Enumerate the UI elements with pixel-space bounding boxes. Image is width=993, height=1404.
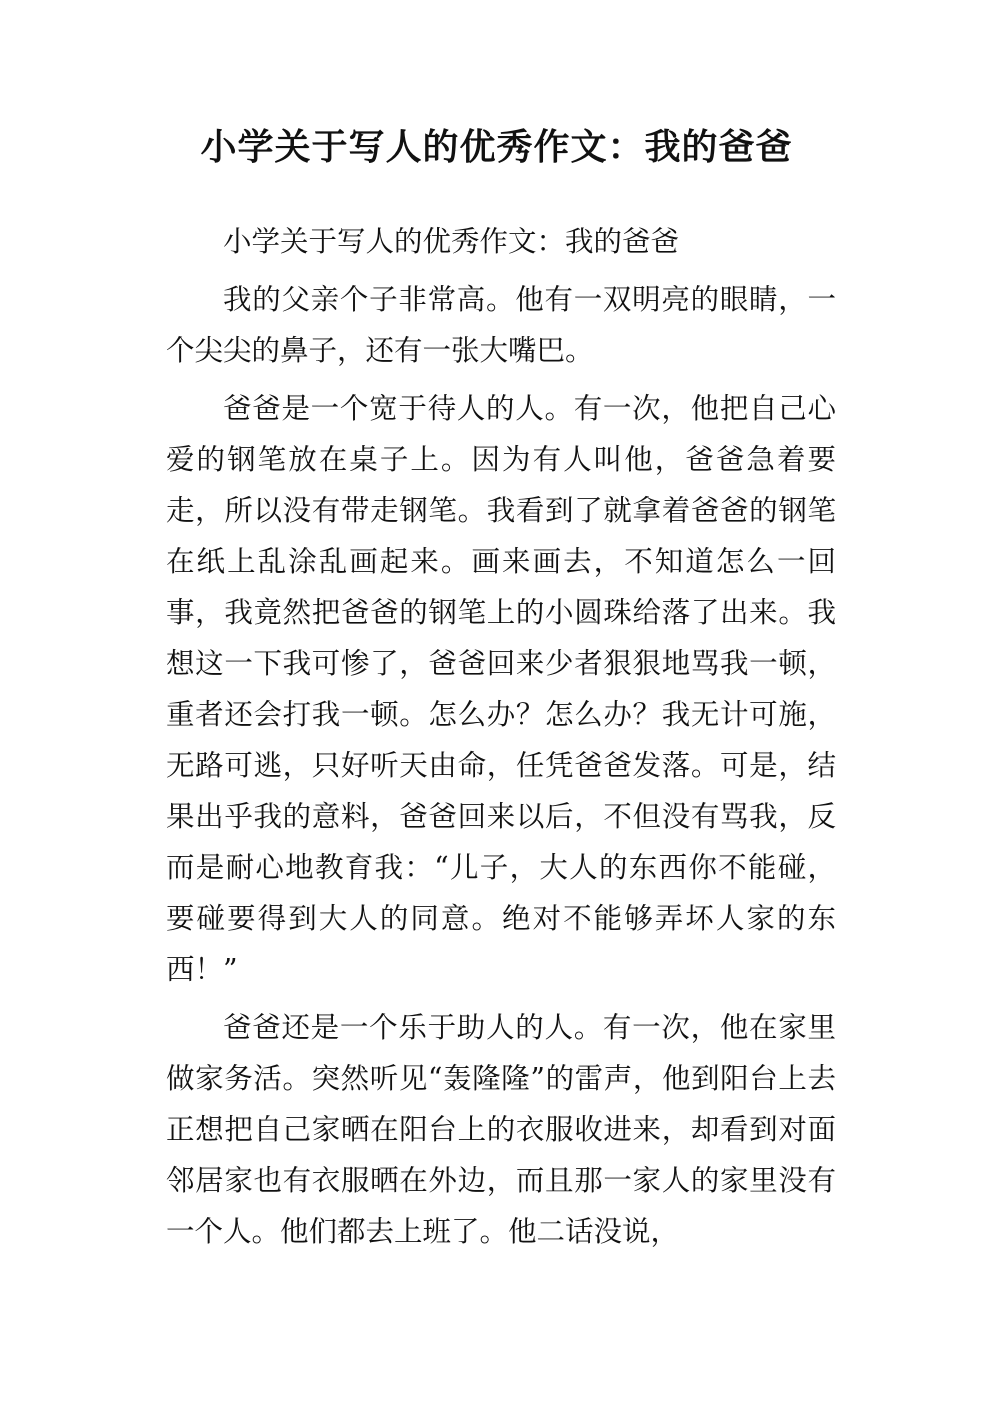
document-body <box>166 216 836 1257</box>
paragraph-helpful: 爸爸还是一个乐于助人的人。有一次，他在家里做家务活。突然听见“轰隆隆”的雷声，他到阳台上去正想把自己家晒在阳台上的衣服收进来，却看到对面邻居家也有衣服晒在外边，而且那一家人的家里没有一个人。他们都去上班了。他二话没说， <box>166 1011 836 1248</box>
paragraph-subtitle: 小学关于写人的优秀作文：我的爸爸 <box>223 225 680 258</box>
paragraph-appearance: 我的父亲个子非常高。他有一双明亮的眼睛，一个尖尖的鼻子，还有一张大嘴巴。 <box>166 283 836 367</box>
document-title: 小学关于写人的优秀作文：我的爸爸 <box>200 127 793 168</box>
paragraph-forgiving: 爸爸是一个宽于待人的人。有一次，他把自己心爱的钢笔放在桌子上。因为有人叫他，爸爸急着要走，所以没有带走钢笔。我看到了就拿着爸爸的钢笔在纸上乱涂乱画起来。画来画去，不知道怎么一回事，我竟然把爸爸的钢笔上的小圆珠给落了出来。我想这一下我可惨了，爸爸回来少者狠狠地骂我一顿，重者还会打我一顿。怎么办？怎么办？我无计可施，无路可逃，只好听天由命，任凭爸爸发落。可是，结果出乎我的意料，爸爸回来以后，不但没有骂我，反而是耐心地教育我：“儿子，大人的东西你不能碰，要碰要得到大人的同意。绝对不能够弄坏人家的东西！” <box>166 392 836 986</box>
